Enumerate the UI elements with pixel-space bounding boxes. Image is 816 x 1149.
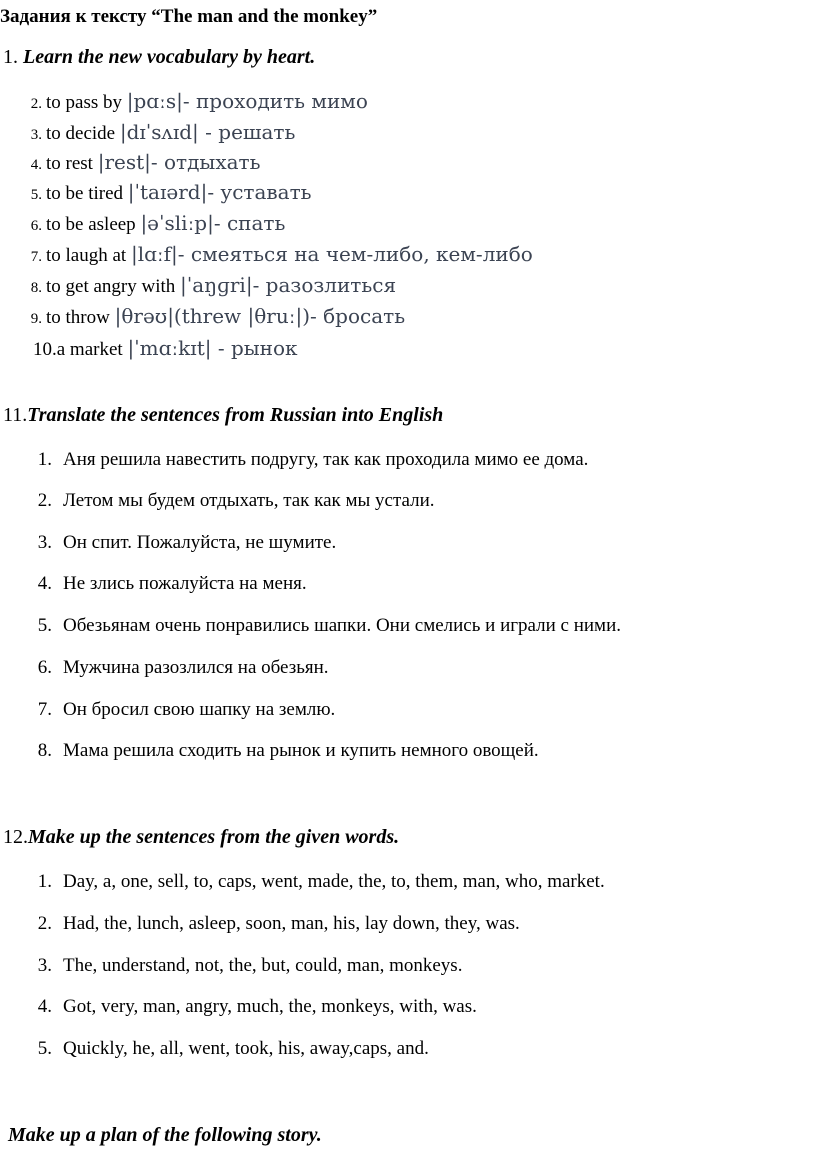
vocab-item (12, 89, 368, 114)
list-number: 5. (37, 1038, 52, 1059)
vocab-phrase: a market (56, 339, 128, 360)
section-number: 1. (3, 46, 18, 68)
list-text: Он бросил свою шапку на землю. (63, 699, 336, 720)
vocab-phrase: to rest (46, 153, 98, 174)
list-item (0, 573, 307, 595)
vocab-item (12, 150, 261, 175)
section-heading-text: Make up the sentences from the given words. (28, 826, 400, 848)
list-number: 3. (37, 532, 52, 553)
vocab-translation: |ˈaŋɡri|- разозлиться (180, 273, 397, 297)
vocab-translation: |rest|- отдыхать (97, 150, 261, 174)
vocab-number: 7. (30, 249, 42, 265)
vocab-phrase: to be asleep (46, 214, 141, 235)
list-text: Не злись пожалуйста на меня. (63, 573, 307, 594)
section-number: 12. (3, 826, 28, 848)
list-number: 1. (37, 871, 52, 892)
list-text: Had, the, lunch, asleep, soon, man, his, lay down, they, was. (63, 913, 520, 934)
list-item (0, 955, 462, 977)
list-number: 2. (37, 913, 52, 934)
list-number: 2. (37, 490, 52, 511)
list-text: The, understand, not, the, but, could, man, monkeys. (63, 955, 463, 976)
vocab-item (12, 120, 295, 145)
vocab-phrase: to decide (46, 123, 120, 144)
section-translate-heading (3, 404, 443, 427)
list-number: 1. (37, 449, 52, 470)
list-number: 4. (37, 573, 52, 594)
vocab-number: 8. (30, 280, 42, 296)
list-item (0, 490, 435, 512)
list-item (0, 699, 335, 721)
list-text: Мужчина разозлился на обезьян. (63, 657, 329, 678)
vocab-translation: |pɑːs|- проходить мимо (126, 89, 368, 113)
vocab-phrase: to laugh at (46, 245, 131, 266)
list-text: Летом мы будем отдыхать, так как мы устали. (63, 490, 435, 511)
vocab-number: 6. (30, 218, 42, 234)
list-item (0, 532, 336, 554)
list-text: Day, a, one, sell, to, caps, went, made, the, to, them, man, who, market. (63, 871, 605, 892)
list-text: Quickly, he, all, went, took, his, away,caps, and. (63, 1038, 429, 1059)
vocab-item (12, 304, 405, 329)
section-heading-text: Translate the sentences from Russian into English (27, 404, 444, 426)
list-number: 4. (37, 996, 52, 1017)
vocab-item (12, 211, 285, 236)
page-title: Задания к тексту “The man and the monkey” (0, 6, 378, 27)
list-item (0, 996, 477, 1018)
vocab-number: 10. (33, 339, 57, 360)
list-item (0, 449, 588, 471)
section-heading-text: Learn the new vocabulary by heart. (23, 46, 316, 68)
list-text: Обезьянам очень понравились шапки. Они смелись и играли с ними. (63, 615, 621, 636)
vocab-number: 5. (30, 187, 42, 203)
vocab-number: 3. (30, 127, 42, 143)
list-text: Got, very, man, angry, much, the, monkeys, with, was. (63, 996, 477, 1017)
section-make-sentences-heading (3, 826, 399, 849)
vocab-translation: |lɑːf|- смеяться на чем-либо, кем-либо (130, 242, 533, 266)
vocab-item (12, 242, 533, 267)
vocab-translation: |θrəʊ|(threw |θruː|)- бросать (114, 304, 406, 328)
list-item (0, 871, 605, 893)
vocab-translation: |ˈtaɪərd|- уставать (127, 180, 312, 204)
list-number: 7. (37, 699, 52, 720)
vocab-translation: |dɪˈsʌɪd| - решать (119, 120, 296, 144)
vocab-phrase: to throw (46, 307, 115, 328)
section-number: 11. (3, 404, 28, 426)
vocab-item (12, 273, 396, 298)
list-number: 8. (37, 740, 52, 761)
list-item (0, 657, 329, 679)
vocab-number: 4. (30, 157, 42, 173)
vocab-phrase: to get angry with (46, 276, 181, 297)
list-number: 6. (37, 657, 52, 678)
vocab-phrase: to be tired (46, 183, 128, 204)
vocab-number: 9. (30, 311, 42, 327)
section-vocabulary-heading (3, 46, 315, 69)
list-number: 3. (37, 955, 52, 976)
list-text: Мама решила сходить на рынок и купить немного овощей. (63, 740, 539, 761)
vocab-item (33, 336, 298, 361)
list-item (0, 1038, 429, 1060)
list-number: 5. (37, 615, 52, 636)
vocab-translation: |ˈmɑːkɪt| - рынок (127, 336, 298, 360)
vocab-number: 2. (30, 96, 42, 112)
list-item (0, 615, 621, 637)
list-text: Он спит. Пожалуйста, не шумите. (63, 532, 337, 553)
plan-heading: Make up a plan of the following story. (8, 1124, 322, 1146)
list-item (0, 740, 539, 762)
vocab-translation: |əˈsliːp|- спать (140, 211, 286, 235)
list-text: Аня решила навестить подругу, так как проходила мимо ее дома. (63, 449, 589, 470)
vocab-phrase: to pass by (46, 92, 127, 113)
vocab-item (12, 180, 312, 205)
list-item (0, 913, 520, 935)
